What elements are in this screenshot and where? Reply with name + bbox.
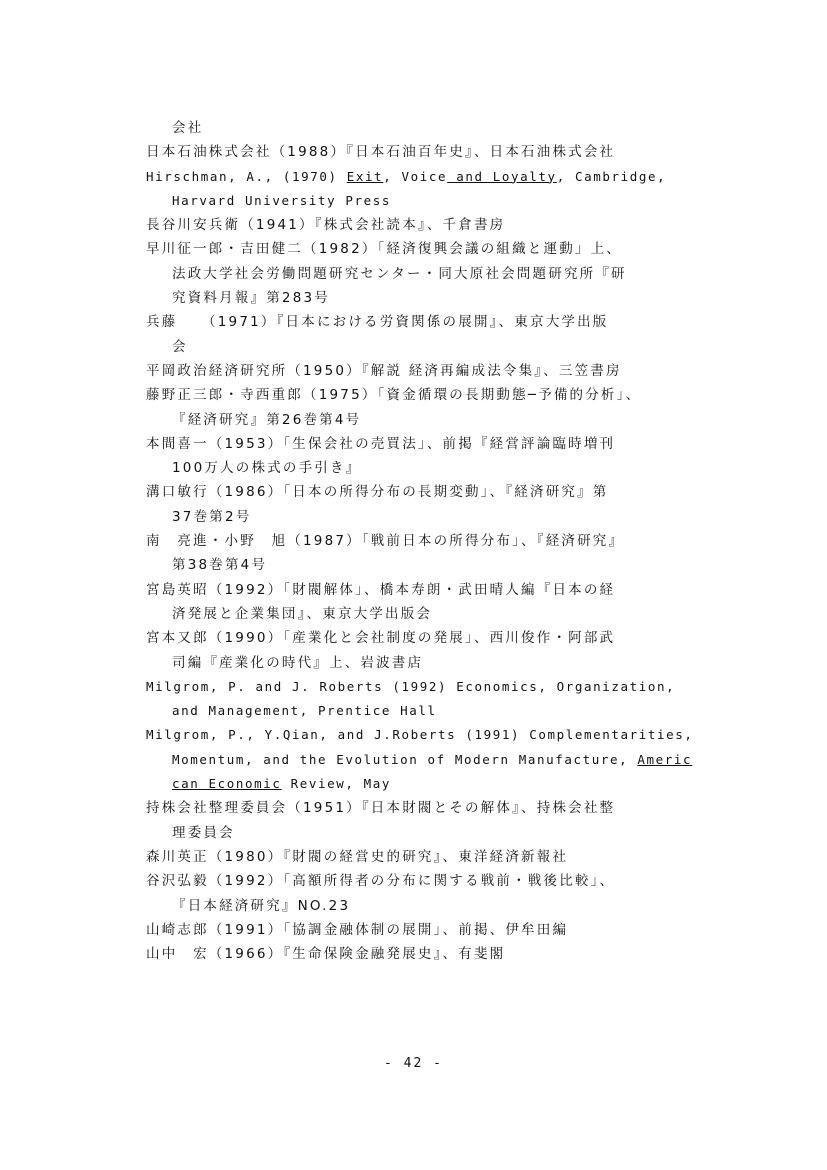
reference-line: 『日本経済研究』NO.23 — [172, 897, 351, 914]
reference-line: 済発展と企業集団』、東京大学出版会 — [172, 605, 433, 622]
reference-line: Milgrom, P., Y.Qian, and J.Roberts (1991) Complementarities, — [146, 727, 694, 743]
underlined-title: Americ — [637, 751, 693, 767]
reference-line: Harvard University Press — [172, 192, 392, 208]
reference-line: 会社 — [172, 120, 204, 136]
reference-line: 南 亮進・小野 旭（1987）「戦前日本の所得分布」、『経済研究』 — [146, 533, 625, 550]
reference-line: 兵藤 （1971）『日本における労資関係の展開』、東京大学出版 — [146, 314, 609, 331]
underlined-title: can — [172, 776, 209, 792]
reference-line: 山中 宏（1966）『生命保険金融発展史』、有斐閣 — [146, 946, 506, 963]
reference-line: 会 — [172, 338, 188, 355]
reference-line — [146, 165, 706, 189]
reference-line: 日本石油株式会社（1988）『日本石油百年史』、日本石油株式会社 — [146, 144, 616, 161]
reference-line: 100万人の株式の手引き』 — [172, 460, 362, 477]
reference-line: 本間喜一（1953）「生保会社の売買法」、前掲『経営評論臨時増刊 — [146, 435, 616, 452]
reference-line: 『経済研究』第26巻第4号 — [172, 411, 362, 428]
page-number: - 42 - — [384, 1056, 443, 1071]
reference-text: Review, May — [281, 776, 392, 792]
reference-line — [146, 748, 706, 772]
reference-line: 長谷川安兵衛（1941）『株式会社読本』、千倉書房 — [146, 217, 506, 234]
reference-line: 理委員会 — [172, 824, 235, 841]
reference-text: , Cambridge, — [556, 168, 667, 184]
reference-line: Milgrom, P. and J. Roberts (1992) Economics, Organization, — [146, 678, 676, 694]
reference-line: 法政大学社会労働問題研究センター・同大原社会問題研究所『研 — [172, 265, 627, 282]
reference-line: and Management, Prentice Hall — [172, 703, 437, 719]
reference-line: 平岡政治経済研究所（1950）『解説 経済再編成法令集』、三笠書房 — [146, 362, 622, 379]
underlined-title: Exit — [346, 168, 384, 184]
reference-line: 宮島英昭（1992）「財閥解体」、橋本寿朗・武田晴人編『日本の経 — [146, 581, 616, 598]
underlined-title: Economic — [208, 776, 282, 792]
reference-text: Momentum, and the Evolution of Modern Manufacture, — [172, 751, 638, 767]
reference-line: 宮本又郎（1990）「産業化と会社制度の発展」、西川俊作・阿部武 — [146, 630, 616, 647]
reference-text: Hirschman, A., (1970) — [146, 168, 347, 184]
underlined-title: and Loyalty — [447, 168, 557, 184]
reference-list — [146, 116, 706, 966]
reference-line: 谷沢弘毅（1992）「高額所得者の分布に関する戦前・戦後比較」、 — [146, 873, 616, 890]
reference-line: 司編『産業化の時代』上、岩波書店 — [172, 654, 424, 671]
reference-line: 早川征一郎・吉田健二（1982）「経済復興会議の組織と運動」上、 — [146, 241, 623, 258]
reference-line: 37巻第2号 — [172, 508, 252, 525]
reference-line: 究資料月報』第283号 — [172, 290, 330, 307]
reference-line: 溝口敏行（1986）「日本の所得分布の長期変動」、『経済研究』第 — [146, 484, 609, 501]
reference-line: 森川英正（1980）『財閥の経営史的研究』、東洋経済新報社 — [146, 848, 569, 865]
reference-line: 第38巻第4号 — [172, 557, 268, 574]
reference-line: 持株会社整理委員会（1951）『日本財閥とその解体』、持株会社整 — [146, 800, 616, 817]
reference-line: 藤野正三郎・寺西重郎（1975）「資金循環の長期動態─予備的分析」、 — [146, 387, 642, 404]
reference-line — [146, 772, 706, 796]
reference-text: , Voice — [383, 168, 448, 184]
reference-line: 山崎志郎（1991）「協調金融体制の展開」、前掲、伊牟田編 — [146, 921, 569, 938]
